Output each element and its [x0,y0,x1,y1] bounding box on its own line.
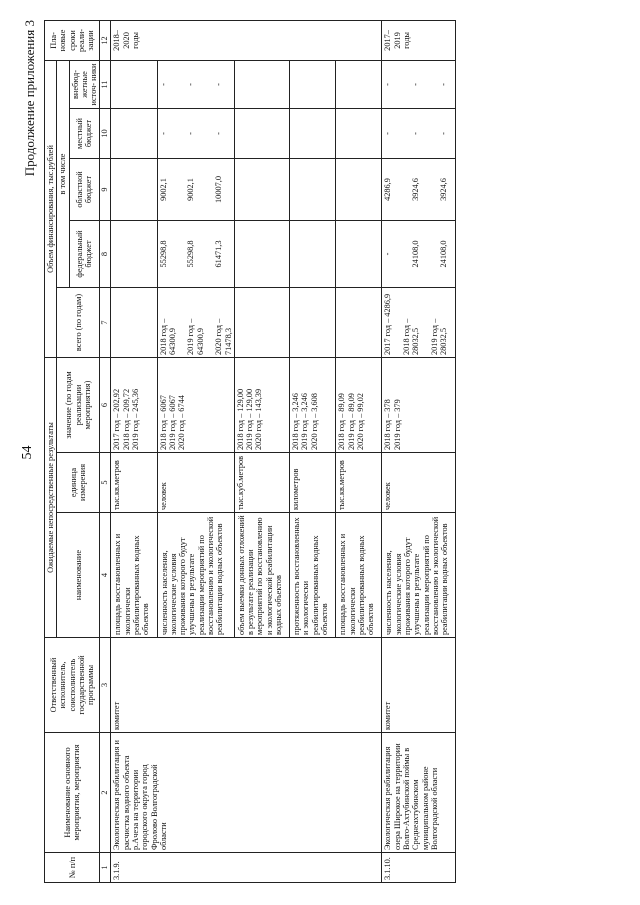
funding-federal [336,220,382,287]
planned-terms: 2017–2019 годы [382,20,456,60]
executor: комитет [382,638,456,733]
funding-local [290,108,336,158]
header-result-name: наименование [57,513,100,638]
table-row [111,20,157,882]
table-body [111,20,456,882]
header-executor: Ответственный исполнитель, соисполнитель государственной программы [45,638,100,733]
column-number-row [100,20,111,882]
column-number: 12 [100,20,111,60]
result-value: 2018 год – 3,246 2019 год – 3,246 2020 год – 3,608 [290,357,336,452]
funding-extra: - - - [157,60,234,108]
funding-federal [111,220,157,287]
funding-regional: 4286,9 3924,6 3924,6 [382,158,456,220]
header-num: № п/п [45,853,100,883]
row-number: 3.1.9. [111,853,382,883]
header-value: значение (по годам реализации мероприятия) [57,357,100,452]
funding-extra [234,60,289,108]
result-name: площадь восстановленных и экологически реабилитированных водных объектов [336,513,382,638]
funding-extra [336,60,382,108]
header-name: Наименование основного мероприятия, мероприятия [45,733,100,853]
funding-extra: - - - [382,60,456,108]
column-number: 7 [100,287,111,357]
result-name: протяженность восстановленных и экологически реабилитированных водных объектов [290,513,336,638]
funding-total [290,287,336,357]
funding-federal: 55298,8 55298,8 61471,3 [157,220,234,287]
column-number: 1 [100,853,111,883]
funding-total [234,287,289,357]
activity-name: Экологическая реабилитация озера Широкое на территории Волго-Ахтубинской поймы в Среднеахтубинском муниципальном районе Волгоградской области [382,733,456,853]
funding-regional [336,158,382,220]
result-unit: тыс.куб.метров [234,453,289,513]
column-number: 4 [100,513,111,638]
funding-regional [234,158,289,220]
column-number: 5 [100,453,111,513]
header-funding-group: Объем финансирования, тыс.рублей [45,60,57,357]
funding-local [111,108,157,158]
column-number: 8 [100,220,111,287]
funding-federal [290,220,336,287]
column-number: 6 [100,357,111,452]
result-name: численность населения, экологические условия проживания которого будут улучшены в результате реализации мероприятий по восстановлению и экологической реабилитации водных объектов [382,513,456,638]
funding-local [336,108,382,158]
column-number: 10 [100,108,111,158]
funding-total: 2018 год – 64300,9 2019 год – 64300,9 2020 год – 71478,3 [157,287,234,357]
header-unit: единица измерения [57,453,100,513]
page-number: 54 [20,445,35,460]
funding-local [234,108,289,158]
result-name: численность населения, экологические условия проживания которого будут улучшены в результате реализации мероприятий по восстановлению и экологической реабилитации водных объектов [157,513,234,638]
header-federal: федеральный бюджет [69,220,100,287]
result-unit: тыс.кв.метров [336,453,382,513]
funding-total [111,287,157,357]
funding-extra [290,60,336,108]
header-terms: Пла- новые сроки реали- зации [45,20,100,60]
activity-name: Экологическая реабилитация и расчистка водного объекта р.Ачеза на территории городского округа город Фролово Волгоградской области [111,733,382,853]
header-extra: внебюд- жетные источ- ники [69,60,100,108]
funding-regional [290,158,336,220]
funding-local: - - - [157,108,234,158]
column-number: 2 [100,733,111,853]
column-number: 11 [100,60,111,108]
funding-total [336,287,382,357]
funding-regional: 9002,1 9002,1 10007,0 [157,158,234,220]
result-unit: человек [382,453,456,513]
funding-regional [111,158,157,220]
funding-federal [234,220,289,287]
header-total: всего (по годам) [57,287,100,357]
planned-terms: 2018–2020 годы [111,20,382,60]
result-value: 2018 год – 129,00 2019 год – 129,00 2020 год – 143,39 [234,357,289,452]
result-value: 2018 год – 89,09 2019 год – 89,09 2020 год – 99,02 [336,357,382,452]
result-value: 2017 год – 202,92 2018 год – 209,72 2019 год – 245,36 [111,357,157,452]
header-regional: областной бюджет [69,158,100,220]
continuation-label: Продолжение приложения 3 [22,20,37,177]
header-results-group: Ожидаемые непосредственные результаты [45,357,57,637]
result-unit: тыс.кв.метров [111,453,157,513]
table-row [382,20,456,882]
result-unit: человек [157,453,234,513]
result-value: 2018 год – 378 2019 год – 379 [382,357,456,452]
result-name: площадь восстановленных и экологически реабилитированных водных объектов [111,513,157,638]
header-local: местный бюджет [69,108,100,158]
funding-table [44,20,456,883]
funding-extra [111,60,157,108]
result-value: 2018 год – 6067 2019 год – 6067 2020 год – 6744 [157,357,234,452]
funding-local: - - - [382,108,456,158]
header-including: в том числе [57,60,69,287]
funding-total: 2017 год – 4286,9 2018 год – 28032,5 2019 год – 28032,5 [382,287,456,357]
row-number: 3.1.10. [382,853,456,883]
result-unit: километров [290,453,336,513]
column-number: 9 [100,158,111,220]
column-number: 3 [100,638,111,733]
executor: комитет [111,638,382,733]
result-name: объем выемки донных отложений в результате реализации мероприятий по восстановлению и экологической реабилитации водных объектов [234,513,289,638]
funding-federal: - 24108,0 24108,0 [382,220,456,287]
